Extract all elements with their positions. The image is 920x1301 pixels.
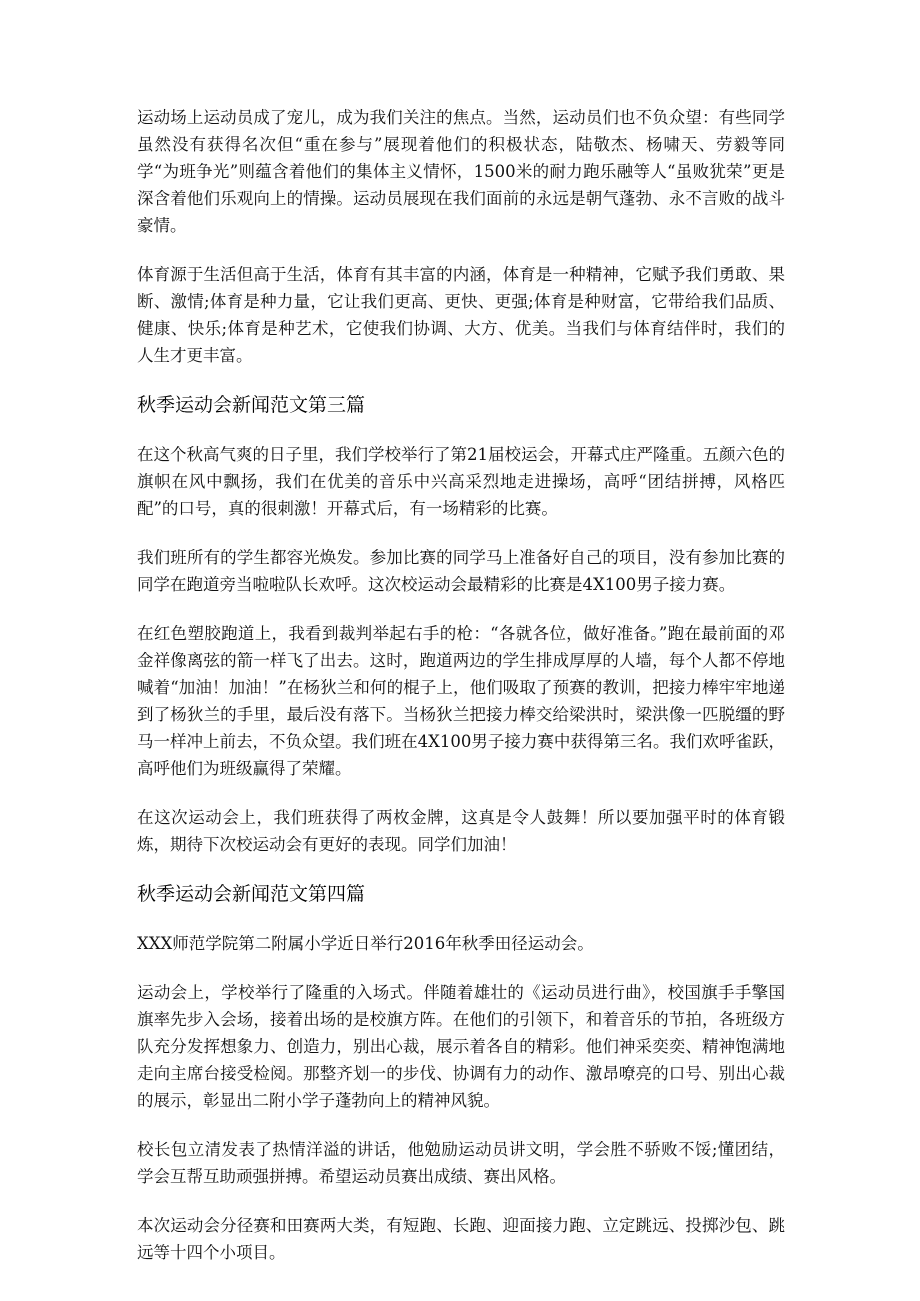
paragraph-school-event: XXX师范学院第二附属小学近日举行2016年秋季田径运动会。 <box>137 934 594 953</box>
paragraph-entrance-ceremony: 运动会上，学校举行了隆重的入场式。伴随着雄壮的《运动员进行曲》，校国旗手手擎国旗率先步入会场，接着出场的是校旗方阵。在他们的引领下，和着音乐的节拍，各班级方队充分发挥想象力、创造力，别出心裁，展示着各自的精彩。他们神采奕奕、精神饱满地走向主席台接受检阅。那整齐划一的步伐、协调有力的动作、激昂嘹亮的口号、别出心裁的展示，彰显出二附小学子蓬勃向上的精神风貌。 <box>137 983 785 1110</box>
paragraph-relay-race: 在红色塑胶跑道上，我看到裁判举起右手的枪：“各就各位，做好准备。”跑在最前面的邓金祥像离弦的箭一样飞了出去。这时，跑道两边的学生排成厚厚的人墙，每个人都不停地喊着“加油！加油！”在杨狄兰和何的棍子上，他们吸取了预赛的教训，把接力棒牢牢地递到了杨狄兰的手里，最后没有落下。当杨狄兰把接力棒交给梁洪时，梁洪像一匹脱缰的野马一样冲上前去，不负众望。我们班在4X100男子接力赛中获得第三名。我们欢呼雀跃，高呼他们为班级赢得了荣耀。 <box>137 624 785 778</box>
paragraph-event-list: 本次运动会分径赛和田赛两大类，有短跑、长跑、迎面接力跑、立定跳远、投掷沙包、跳远等十四个小项目。 <box>137 1216 785 1262</box>
paragraph-gold-medals: 在这次运动会上，我们班获得了两枚金牌，这真是令人鼓舞！所以要加强平时的体育锻炼，期待下次校运动会有更好的表现。同学们加油！ <box>137 808 785 854</box>
paragraph-athletes: 运动场上运动员成了宠儿，成为我们关注的焦点。当然，运动员们也不负众望：有些同学虽然没有获得名次但“重在参与”展现着他们的积极状态，陆敬杰、杨啸天、劳毅等同学“为班争光”则蕴含着他们的集体主义情怀，1500米的耐力跑乐融等人“虽败犹荣”更是深含着他们乐观向上的情操。运动员展现在我们面前的永远是朝气蓬勃、永不言败的战斗豪情。 <box>137 108 785 235</box>
paragraph-class-spirit: 我们班所有的学生都容光焕发。参加比赛的同学马上准备好自己的项目，没有参加比赛的同学在跑道旁当啦啦队长欢呼。这次校运动会最精彩的比赛是4X100男子接力赛。 <box>137 548 785 594</box>
paragraph-sport-meaning: 体育源于生活但高于生活，体育有其丰富的内涵，体育是一种精神，它赋予我们勇敢、果断、激情;体育是种力量，它让我们更高、更快、更强;体育是种财富，它带给我们品质、健康、快乐;体育是种艺术，它使我们协调、大方、优美。当我们与体育结伴时，我们的人生才更丰富。 <box>137 265 785 365</box>
paragraph-opening-ceremony: 在这个秋高气爽的日子里，我们学校举行了第21届校运会，开幕式庄严隆重。五颜六色的旗帜在风中飘扬，我们在优美的音乐中兴高采烈地走进操场，高呼“团结拼搏，风格匹配”的口号，真的很刺激！开幕式后，有一场精彩的比赛。 <box>137 445 785 518</box>
paragraph-principal-speech: 校长包立清发表了热情洋溢的讲话，他勉励运动员讲文明，学会胜不骄败不馁;懂团结，学会互帮互助顽强拼搏。希望运动员赛出成绩、赛出风格。 <box>137 1140 785 1186</box>
document-page <box>137 104 785 1288</box>
heading-fourth-article: 秋季运动会新闻范文第四篇 <box>137 883 366 905</box>
heading-third-article: 秋季运动会新闻范文第三篇 <box>137 394 366 416</box>
